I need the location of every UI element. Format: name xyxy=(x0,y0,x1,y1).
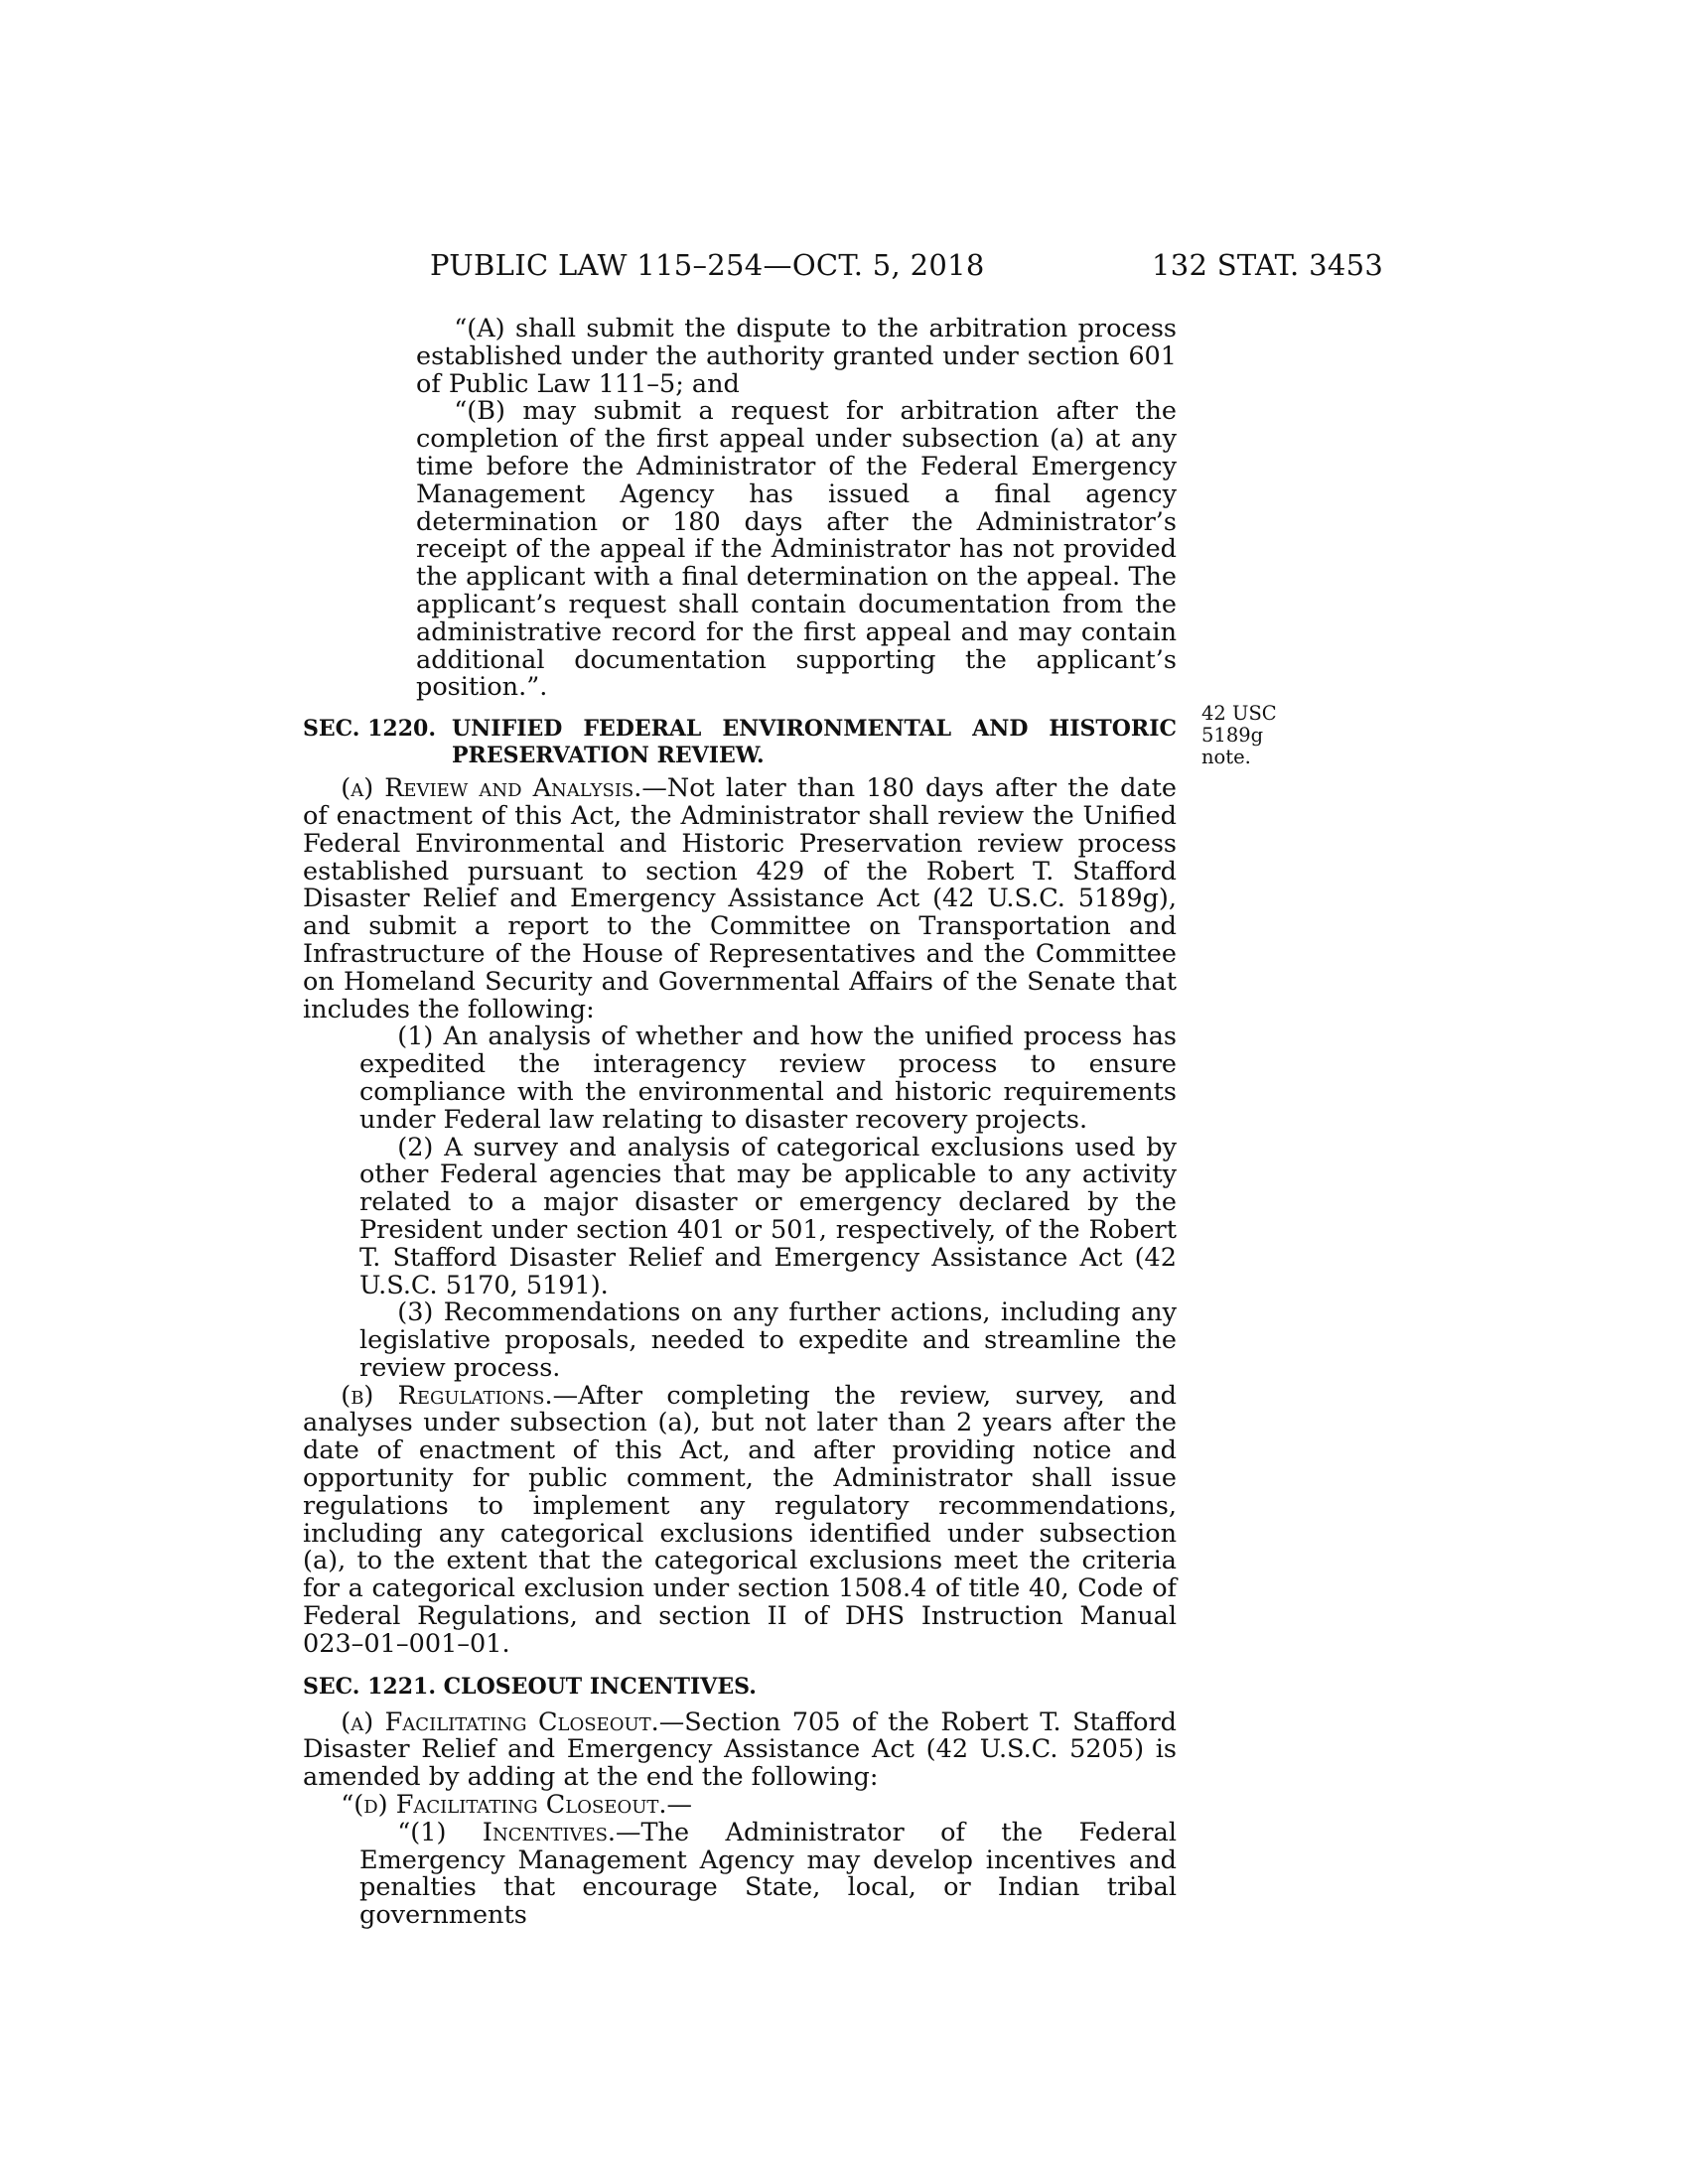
section-1220-title: UNIFIED FEDERAL ENVIRONMENTAL AND HISTORIC PRESERVATION REVIEW. xyxy=(452,716,1177,769)
subsection-a-text: Not later than 180 days after the date of enactment of this Act, the Administrator shall review the Unified Federal Environmental and Historic Preservation review process established pursuant to section 429 of the Robert T. Stafford Disaster Relief and Emergency Assistance Act (42 U.S.C. 5189g), and submit a report to the Committee on Transportation and Infrastructure of the House of Representatives and the Committee on Homeland Security and Governmental Affairs of the Senate that includes the following: xyxy=(303,773,1177,1024)
subsection-b-heading: (b) Regulations.— xyxy=(341,1380,579,1411)
margin-note-note: note. xyxy=(1201,746,1251,768)
subsection-a-heading: (a) Review and Analysis.— xyxy=(341,773,667,804)
subsection-a-closeout xyxy=(303,1706,1177,1793)
subsection-closeout-heading: (a) Facilitating Closeout.— xyxy=(341,1706,685,1737)
subsection-d-closeout xyxy=(303,1792,1177,1820)
margin-note xyxy=(1201,703,1331,768)
subsection-d-heading: “(d) Facilitating Closeout.— xyxy=(341,1790,692,1821)
statute-page-number: 132 STAT. 3453 xyxy=(1152,248,1384,282)
incentives-heading: “(1) Incentives.— xyxy=(397,1817,641,1847)
paragraph-1-incentives xyxy=(303,1817,1177,1931)
paragraph-b-arbitration-request: “(B) may submit a request for arbitration after the completion of the first appeal under subsection (a) at any time before the Administrator of the Federal Emergency Management Agency has issued a final agency determination or 180 days after the Administrator’s receipt of the appeal if the Administrator has not provided the applicant with a final determination on the appeal. The applicant’s request shall contain documentation from the administrative record for the first appeal and may contain additional documentation supporting the applicant’s position.”. xyxy=(416,396,1177,703)
subsection-a-review xyxy=(303,775,1177,1024)
paragraph-a-arbitration: “(A) shall submit the dispute to the arbitration process established under the authority granted under section 601 of Public Law 111–5; and xyxy=(416,314,1177,399)
item-2: (2) A survey and analysis of categorical exclusions used by other Federal agencies that may be applicable to any activity related to a major disaster or emergency declared by the President under section 401 or 501, respectively, of the Robert T. Stafford Disaster Relief and Emergency Assistance Act (42 U.S.C. 5170, 5191). xyxy=(359,1132,1177,1300)
section-1221-heading: SEC. 1221. CLOSEOUT INCENTIVES. xyxy=(303,1673,757,1700)
subsection-closeout-text: Section 705 of the Robert T. Stafford Disaster Relief and Emergency Assistance Act (42 U.S.C. 5205) is amended by adding at the end the following: xyxy=(303,1706,1177,1793)
public-law-citation: PUBLIC LAW 115–254—OCT. 5, 2018 xyxy=(430,248,985,282)
subsection-b-regulations xyxy=(303,1380,1177,1659)
section-1220-heading xyxy=(303,716,1177,769)
page-body xyxy=(303,316,1177,1930)
item-1: (1) An analysis of whether and how the unified process has expedited the interagency review process to ensure compliance with the environmental and historic requirements under Federal law relating to disaster recovery projects. xyxy=(359,1022,1177,1135)
subsection-b-text: After completing the review, survey, and analyses under subsection (a), but not later than 2 years after the date of enactment of this Act, and after providing notice and opportunity for public comment, the Administrator shall issue regulations to implement any regulatory recommendations, including any categorical exclusions identified under subsection (a), to the extent that the categorical exclusions meet the criteria for a categorical exclusion under section 1508.4 of title 40, Code of Federal Regulations, and section II of DHS Instruction Manual 023–01–001–01. xyxy=(303,1380,1177,1659)
margin-note-usc: 42 USC 5189g xyxy=(1201,702,1277,747)
page-header xyxy=(0,248,1688,288)
item-3: (3) Recommendations on any further actions, including any legislative proposals, needed to expedite and streamline the review process. xyxy=(359,1297,1177,1383)
incentives-text: The Administrator of the Federal Emergency Management Agency may develop incentives and penalties that encourage State, local, or Indian tribal governments xyxy=(359,1817,1177,1931)
section-1220-label: SEC. 1220. xyxy=(303,716,436,743)
